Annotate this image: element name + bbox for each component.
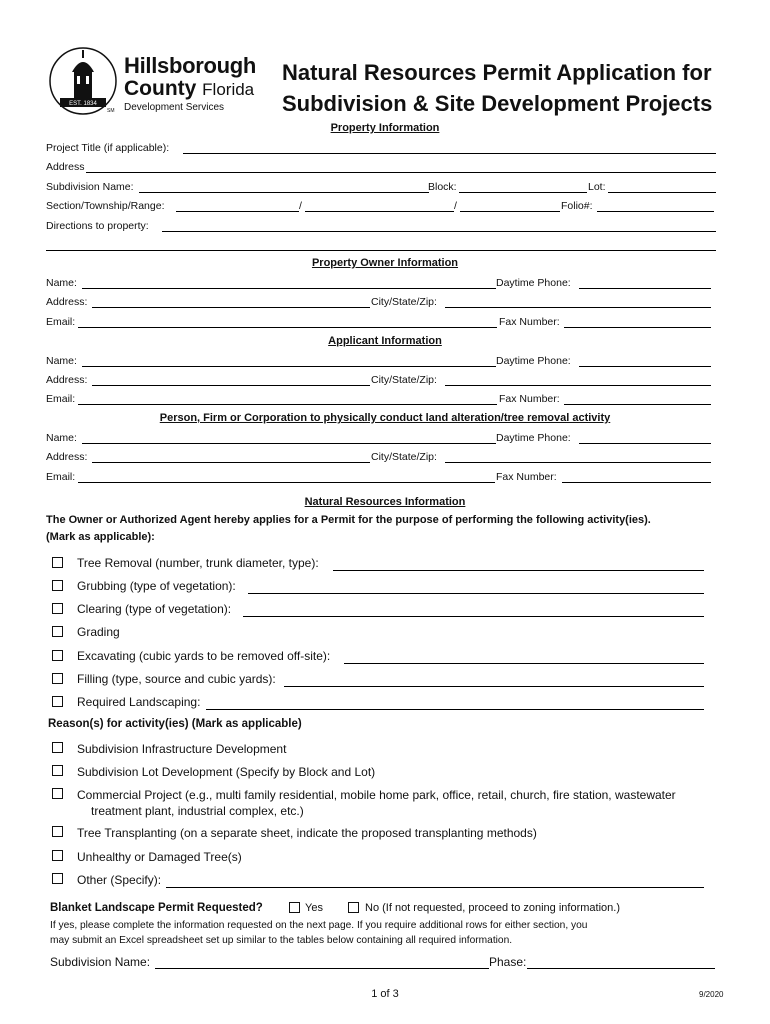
applicant-name-label: Name: — [46, 355, 77, 367]
activity-grading: Grading — [77, 625, 120, 639]
page-title — [282, 57, 742, 119]
firm-address-row — [46, 451, 711, 465]
reason-commercial-cont: treatment plant, industrial complex, etc.) — [91, 804, 304, 818]
applicant-fax-label: Fax Number: — [499, 393, 560, 405]
applicant-email-label: Email: — [46, 393, 76, 405]
firm-name-row — [46, 432, 711, 446]
applicant-email-field[interactable] — [78, 404, 497, 405]
landscaping-field[interactable] — [206, 709, 704, 710]
tree-removal-checkbox[interactable] — [52, 557, 63, 568]
subdivision-row — [46, 181, 716, 195]
slash-2: / — [454, 200, 457, 212]
owner-phone-label: Daytime Phone: — [496, 277, 571, 289]
owner-name-label: Name: — [46, 277, 77, 289]
applicant-address-row — [46, 374, 711, 388]
blanket-no-label: No (If not requested, proceed to zoning information.) — [365, 902, 620, 914]
applicant-address-field[interactable] — [92, 385, 370, 386]
note-line-2: may submit an Excel spreadsheet set up similar to the tables below containing all required information. — [50, 935, 513, 946]
phase-label: Phase: — [489, 955, 527, 969]
excavating-field[interactable] — [344, 663, 704, 664]
applicant-email-row — [46, 393, 711, 407]
range-field[interactable] — [460, 211, 560, 212]
owner-email-row — [46, 316, 711, 330]
owner-fax-label: Fax Number: — [499, 316, 560, 328]
reason-commercial: Commercial Project (e.g., multi family residential, mobile home park, office, retail, church, fire station, wastewater — [77, 788, 676, 802]
brand-county — [124, 78, 254, 101]
owner-address-field[interactable] — [92, 307, 370, 308]
owner-address-row — [46, 296, 711, 310]
slash-1: / — [299, 200, 302, 212]
section-field[interactable] — [176, 211, 299, 212]
applicant-csz-label: City/State/Zip: — [371, 374, 437, 386]
firm-csz-label: City/State/Zip: — [371, 451, 437, 463]
directions-label: Directions to property: — [46, 220, 149, 232]
trademark: SM — [107, 108, 115, 114]
project-title-row — [46, 142, 716, 156]
applicant-fax-field[interactable] — [564, 404, 711, 405]
activity-filling: Filling (type, source and cubic yards): — [77, 672, 276, 686]
applicant-name-field[interactable] — [82, 366, 496, 367]
commercial-checkbox[interactable] — [52, 788, 63, 799]
unhealthy-checkbox[interactable] — [52, 850, 63, 861]
owner-csz-field[interactable] — [445, 307, 711, 308]
lot-field[interactable] — [608, 192, 716, 193]
applicant-phone-label: Daytime Phone: — [496, 355, 571, 367]
activity-landscaping: Required Landscaping: — [77, 695, 201, 709]
other-checkbox[interactable] — [52, 873, 63, 884]
str-label: Section/Township/Range: — [46, 200, 165, 212]
phase-field[interactable] — [527, 968, 715, 969]
firm-phone-field[interactable] — [579, 443, 711, 444]
directions-row — [46, 220, 716, 234]
township-field[interactable] — [305, 211, 454, 212]
brand-name: Hillsborough — [124, 53, 257, 78]
title-line-2: Subdivision & Site Development Projects — [282, 91, 713, 116]
owner-name-row — [46, 277, 711, 291]
directions-field[interactable] — [162, 231, 716, 232]
subdivision-name-field[interactable] — [155, 968, 489, 969]
applicant-name-row — [46, 355, 711, 369]
blanket-no-checkbox[interactable] — [348, 902, 359, 913]
county-seal-logo — [48, 46, 118, 116]
owner-csz-label: City/State/Zip: — [371, 296, 437, 308]
filling-field[interactable] — [284, 686, 704, 687]
firm-heading: Person, Firm or Corporation to physically conduct land alteration/tree removal activity — [159, 412, 611, 424]
firm-name-label: Name: — [46, 432, 77, 444]
note-line-1: If yes, please complete the information requested on the next page. If you require additional rows for either section, you — [50, 920, 588, 931]
reason-subdivision-lot: Subdivision Lot Development (Specify by Block and Lot) — [77, 765, 376, 779]
blanket-question: Blanket Landscape Permit Requested? — [50, 902, 263, 914]
grading-checkbox[interactable] — [52, 626, 63, 637]
revision-date: 9/2020 — [699, 990, 724, 999]
owner-fax-field[interactable] — [564, 327, 711, 328]
owner-address-label: Address: — [46, 296, 88, 308]
firm-csz-field[interactable] — [445, 462, 711, 463]
block-field[interactable] — [459, 192, 587, 193]
transplanting-checkbox[interactable] — [52, 826, 63, 837]
address-row — [46, 161, 716, 175]
firm-name-field[interactable] — [82, 443, 496, 444]
firm-fax-field[interactable] — [562, 482, 711, 483]
owner-heading: Property Owner Information — [311, 257, 459, 269]
firm-address-label: Address: — [46, 451, 88, 463]
excavating-checkbox[interactable] — [52, 650, 63, 661]
clearing-field[interactable] — [243, 616, 704, 617]
reason-unhealthy: Unhealthy or Damaged Tree(s) — [77, 850, 242, 864]
reasons-heading: Reason(s) for activity(ies) (Mark as applicable) — [48, 718, 302, 730]
activity-grubbing: Grubbing (type of vegetation): — [77, 579, 236, 593]
owner-email-field[interactable] — [78, 327, 497, 328]
page-number: 1 of 3 — [371, 988, 399, 1000]
firm-phone-label: Daytime Phone: — [496, 432, 571, 444]
activity-excavating: Excavating (cubic yards to be removed off-site): — [77, 649, 331, 663]
grubbing-checkbox[interactable] — [52, 580, 63, 591]
subdivision-infra-checkbox[interactable] — [52, 742, 63, 753]
tree-removal-field[interactable] — [333, 570, 704, 571]
activity-tree-removal: Tree Removal (number, trunk diameter, type): — [77, 556, 319, 570]
applicant-address-label: Address: — [46, 374, 88, 386]
subdivision-field[interactable] — [139, 192, 429, 193]
firm-email-field[interactable] — [78, 482, 495, 483]
title-line-1: Natural Resources Permit Application for — [282, 60, 712, 85]
filling-checkbox[interactable] — [52, 673, 63, 684]
address-label: Address — [46, 161, 85, 173]
grubbing-field[interactable] — [248, 593, 704, 594]
landscaping-checkbox[interactable] — [52, 696, 63, 707]
brand-department: Development Services — [124, 102, 225, 113]
owner-email-label: Email: — [46, 316, 76, 328]
blanket-yes-checkbox[interactable] — [289, 902, 300, 913]
subdivision-lot-checkbox[interactable] — [52, 765, 63, 776]
applicant-csz-field[interactable] — [445, 385, 711, 386]
brand-florida: Florida — [202, 80, 255, 99]
directions-field-2[interactable] — [46, 250, 716, 251]
project-title-field[interactable] — [183, 153, 716, 154]
section-township-row — [46, 200, 716, 214]
block-label: Block: — [428, 181, 457, 193]
blanket-yes-label: Yes — [305, 902, 323, 914]
brand-county-word: County — [124, 77, 197, 100]
applicant-phone-field[interactable] — [579, 366, 711, 367]
folio-label: Folio#: — [561, 200, 593, 212]
firm-address-field[interactable] — [92, 462, 370, 463]
reason-other: Other (Specify): — [77, 873, 162, 887]
clearing-checkbox[interactable] — [52, 603, 63, 614]
firm-email-label: Email: — [46, 471, 76, 483]
project-title-label: Project Title (if applicable): — [46, 142, 170, 154]
subdivision-name-label: Subdivision Name: — [50, 955, 151, 969]
reason-subdivision-infra: Subdivision Infrastructure Development — [77, 742, 287, 756]
firm-fax-label: Fax Number: — [496, 471, 557, 483]
reason-transplanting: Tree Transplanting (on a separate sheet, indicate the proposed transplanting methods) — [77, 826, 537, 840]
intro-line-2: (Mark as applicable): — [46, 531, 155, 543]
other-field[interactable] — [166, 887, 704, 888]
property-heading: Property Information — [330, 122, 440, 134]
activity-clearing: Clearing (type of vegetation): — [77, 602, 232, 616]
lot-label: Lot: — [588, 181, 606, 193]
subdivision-label: Subdivision Name: — [46, 181, 134, 193]
owner-name-field[interactable] — [82, 288, 496, 289]
seal-text: EST. 1834 — [69, 101, 97, 107]
intro-line-1: The Owner or Authorized Agent hereby applies for a Permit for the purpose of performing the following activity(ies). — [46, 514, 651, 526]
firm-email-row — [46, 471, 711, 485]
address-field[interactable] — [86, 172, 716, 173]
natural-heading: Natural Resources Information — [304, 496, 466, 508]
owner-phone-field[interactable] — [579, 288, 711, 289]
applicant-heading: Applicant Information — [328, 335, 442, 347]
folio-field[interactable] — [597, 211, 714, 212]
